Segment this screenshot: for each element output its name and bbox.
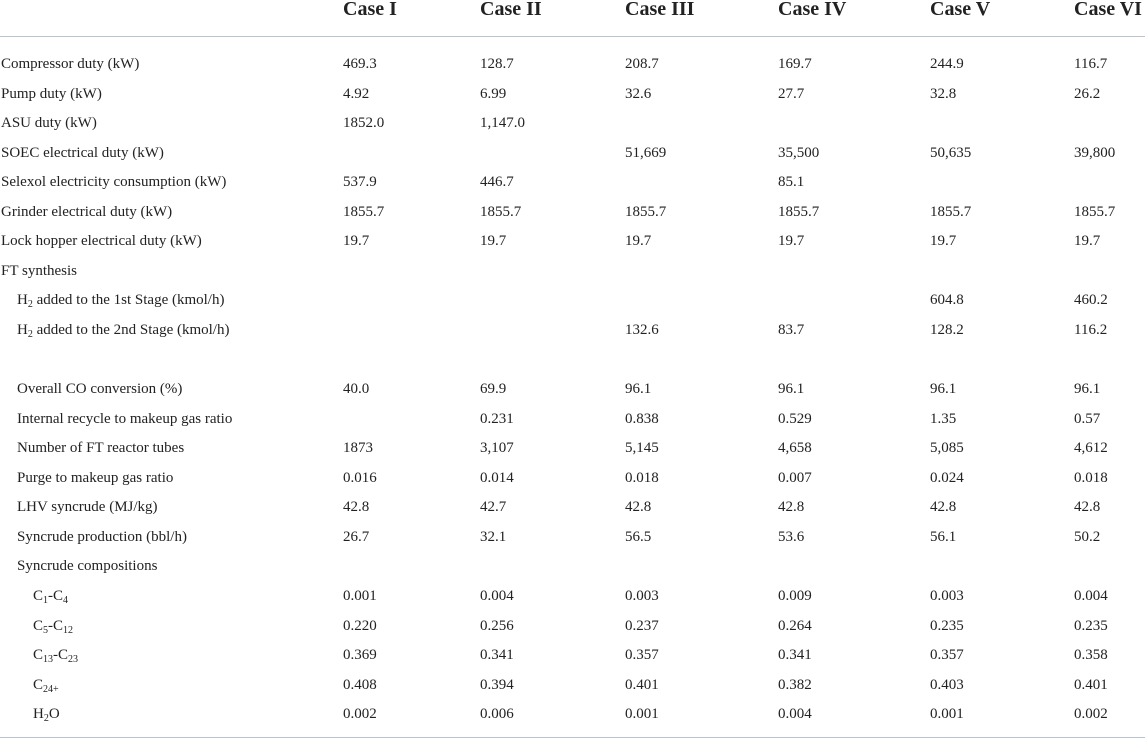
table-cell: 19.7: [480, 233, 507, 249]
table-row: [0, 143, 1145, 172]
table-row: [0, 675, 1145, 704]
table-cell: 4,658: [778, 440, 812, 456]
table-cell: 35,500: [778, 145, 820, 161]
table-cell: 27.7: [778, 86, 805, 102]
row-label: Pump duty (kW): [1, 86, 102, 102]
label-subscript: 2: [43, 713, 49, 724]
table-cell: 469.3: [343, 56, 377, 72]
label-subscript: 12: [63, 625, 74, 636]
table-row: [0, 586, 1145, 615]
table-cell: 0.220: [343, 618, 377, 634]
label-text: H: [17, 322, 28, 338]
table-cell: 96.1: [1074, 381, 1101, 397]
table-cell: 460.2: [1074, 292, 1108, 308]
table-cell: 0.401: [1074, 677, 1108, 693]
table-cell: 0.369: [343, 647, 377, 663]
table-cell: 244.9: [930, 56, 964, 72]
table-cell: 39,800: [1074, 145, 1116, 161]
table-cell: 19.7: [625, 233, 652, 249]
column-header: Case VI: [1074, 0, 1142, 20]
table-cell: 0.003: [930, 588, 964, 604]
table-cell: 1855.7: [1074, 204, 1116, 220]
table-cell: 1855.7: [480, 204, 522, 220]
table-cell: 32.6: [625, 86, 652, 102]
table-cell: 53.6: [778, 529, 805, 545]
table-cell: 0.004: [1074, 588, 1108, 604]
table-cell: 19.7: [778, 233, 805, 249]
table-cell: 69.9: [480, 381, 507, 397]
table-row: [0, 113, 1145, 142]
table-cell: 0.002: [1074, 706, 1108, 722]
table-cell: 5,145: [625, 440, 659, 456]
table-cell: 85.1: [778, 174, 805, 190]
table-row: [0, 231, 1145, 260]
table-cell: 1852.0: [343, 115, 385, 131]
table-cell: 0.003: [625, 588, 659, 604]
table-cell: 446.7: [480, 174, 514, 190]
table-cell: 128.2: [930, 322, 964, 338]
label-text: -C: [48, 588, 64, 604]
table-cell: 0.235: [1074, 618, 1108, 634]
row-label: [33, 704, 60, 724]
table-cell: 169.7: [778, 56, 812, 72]
label-text: C: [33, 588, 44, 604]
label-subscript: 4: [63, 595, 69, 606]
table-cell: 56.5: [625, 529, 652, 545]
label-subscript: 23: [68, 654, 79, 665]
table-cell: 83.7: [778, 322, 805, 338]
label-subscript: 2: [27, 329, 33, 340]
label-subscript: 2: [27, 299, 33, 310]
column-header: Case IV: [778, 0, 847, 20]
table-cell: 208.7: [625, 56, 659, 72]
table-cell: 0.016: [343, 470, 377, 486]
row-label: [33, 616, 73, 636]
table-cell: 19.7: [1074, 233, 1101, 249]
column-header: Case II: [480, 0, 542, 20]
column-header: Case III: [625, 0, 695, 20]
label-subscript: 24+: [43, 684, 59, 695]
table-cell: 0.006: [480, 706, 514, 722]
label-text: C: [33, 677, 44, 693]
row-label: Grinder electrical duty (kW): [1, 204, 173, 220]
table-cell: 42.8: [625, 499, 652, 515]
row-label: Purge to makeup gas ratio: [17, 470, 174, 486]
table-cell: 0.235: [930, 618, 964, 634]
table-cell: 0.256: [480, 618, 514, 634]
table-row: [0, 84, 1145, 113]
table-cell: 3,107: [480, 440, 514, 456]
table-cell: 0.357: [625, 647, 659, 663]
row-label: [17, 290, 224, 310]
table-cell: 1855.7: [625, 204, 667, 220]
table-cell: 96.1: [930, 381, 957, 397]
table-cell: 4,612: [1074, 440, 1108, 456]
table-cell: 116.2: [1074, 322, 1108, 338]
row-label: Overall CO conversion (%): [17, 381, 183, 397]
table-row: [0, 704, 1145, 733]
label-text: -C: [53, 647, 69, 663]
table-cell: 5,085: [930, 440, 964, 456]
table-row: [0, 320, 1145, 349]
label-text: H: [33, 706, 44, 722]
table-row: [0, 556, 1145, 585]
row-label: Compressor duty (kW): [1, 56, 140, 72]
table-cell: 0.004: [480, 588, 514, 604]
row-label: LHV syncrude (MJ/kg): [17, 499, 158, 515]
table-cell: 0.408: [343, 677, 377, 693]
table-cell: 0.264: [778, 618, 812, 634]
table-row: [0, 202, 1145, 231]
table-cell: 42.8: [930, 499, 957, 515]
table-cell: 0.009: [778, 588, 812, 604]
table-cell: 1873: [343, 440, 373, 456]
table-cell: 604.8: [930, 292, 964, 308]
table-cell: 56.1: [930, 529, 957, 545]
table-row: [0, 261, 1145, 290]
row-label: Lock hopper electrical duty (kW): [1, 233, 202, 249]
row-label: Syncrude compositions: [17, 558, 158, 574]
table-row: [0, 527, 1145, 556]
label-subscript: 5: [43, 625, 49, 636]
label-text: O: [48, 706, 60, 722]
table-cell: 0.382: [778, 677, 812, 693]
table-cell: 116.7: [1074, 56, 1108, 72]
label-text: C: [33, 647, 44, 663]
table-cell: 42.8: [1074, 499, 1101, 515]
label-text: H: [17, 292, 28, 308]
table-cell: 1855.7: [930, 204, 972, 220]
table-cell: 0.237: [625, 618, 659, 634]
table-cell: 1855.7: [343, 204, 385, 220]
table-cell: 50,635: [930, 145, 972, 161]
table-cell: 0.401: [625, 677, 659, 693]
table-cell: 0.007: [778, 470, 812, 486]
row-label: [33, 586, 68, 606]
label-subscript: 13: [43, 654, 54, 665]
table-cell: 6.99: [480, 86, 507, 102]
table-cell: 0.529: [778, 411, 812, 427]
table-cell: 1.35: [930, 411, 957, 427]
table-cell: 19.7: [930, 233, 957, 249]
label-subscript: 1: [43, 595, 49, 606]
table-cell: 96.1: [625, 381, 652, 397]
table-row: [0, 172, 1145, 201]
header-divider: [0, 36, 1145, 37]
table-cell: 19.7: [343, 233, 370, 249]
table-cell: 32.8: [930, 86, 957, 102]
table-cell: 26.7: [343, 529, 370, 545]
table-row: [0, 645, 1145, 674]
label-text: added to the 2nd Stage (kmol/h): [32, 322, 230, 338]
label-text: C: [33, 618, 44, 634]
table-cell: 0.341: [480, 647, 514, 663]
table-cell: 0.018: [1074, 470, 1108, 486]
row-label: FT synthesis: [1, 263, 77, 279]
row-label: Selexol electricity consumption (kW): [1, 174, 227, 190]
table-cell: 51,669: [625, 145, 667, 161]
table-cell: 128.7: [480, 56, 514, 72]
label-text: added to the 1st Stage (kmol/h): [32, 292, 225, 308]
table-cell: 0.838: [625, 411, 659, 427]
row-label: SOEC electrical duty (kW): [1, 145, 164, 161]
column-header: Case V: [930, 0, 991, 20]
column-header: Case I: [343, 0, 397, 20]
row-label: Syncrude production (bbl/h): [17, 529, 187, 545]
row-label: [33, 675, 59, 695]
table-cell: 1,147.0: [480, 115, 525, 131]
table-header: [0, 0, 1145, 36]
table-cell: 0.004: [778, 706, 812, 722]
table-row: [0, 438, 1145, 467]
table-cell: 0.357: [930, 647, 964, 663]
table-row: [0, 616, 1145, 645]
table-cell: 0.014: [480, 470, 514, 486]
table-row: [0, 290, 1145, 319]
row-label: Number of FT reactor tubes: [17, 440, 185, 456]
label-text: -C: [48, 618, 64, 634]
table-cell: 42.7: [480, 499, 507, 515]
table-cell: 0.394: [480, 677, 514, 693]
table-bottom-divider: [0, 737, 1145, 738]
table-cell: 50.2: [1074, 529, 1101, 545]
table-cell: 32.1: [480, 529, 507, 545]
table-cell: 26.2: [1074, 86, 1101, 102]
table-cell: 537.9: [343, 174, 377, 190]
table-cell: 0.001: [625, 706, 659, 722]
table-cell: 0.001: [930, 706, 964, 722]
table-cell: 0.231: [480, 411, 514, 427]
table-cell: 0.341: [778, 647, 812, 663]
table-row: [0, 468, 1145, 497]
table-row: [0, 497, 1145, 526]
table-cell: 0.018: [625, 470, 659, 486]
table-cell: 40.0: [343, 381, 370, 397]
row-label: Internal recycle to makeup gas ratio: [17, 411, 233, 427]
table-cell: 1855.7: [778, 204, 820, 220]
table-cell: 0.57: [1074, 411, 1101, 427]
table-cell: 4.92: [343, 86, 370, 102]
table-row: [0, 379, 1145, 408]
table-row: [0, 409, 1145, 438]
table-row: [0, 54, 1145, 83]
row-label: ASU duty (kW): [1, 115, 97, 131]
table-cell: 0.024: [930, 470, 964, 486]
row-label: [33, 645, 78, 665]
table-cell: 0.001: [343, 588, 377, 604]
table-cell: 42.8: [778, 499, 805, 515]
table-cell: 0.358: [1074, 647, 1108, 663]
table-cell: 42.8: [343, 499, 370, 515]
row-label: [17, 320, 229, 340]
table-cell: 132.6: [625, 322, 659, 338]
table-cell: 0.403: [930, 677, 964, 693]
table-cell: 96.1: [778, 381, 805, 397]
table-cell: 0.002: [343, 706, 377, 722]
